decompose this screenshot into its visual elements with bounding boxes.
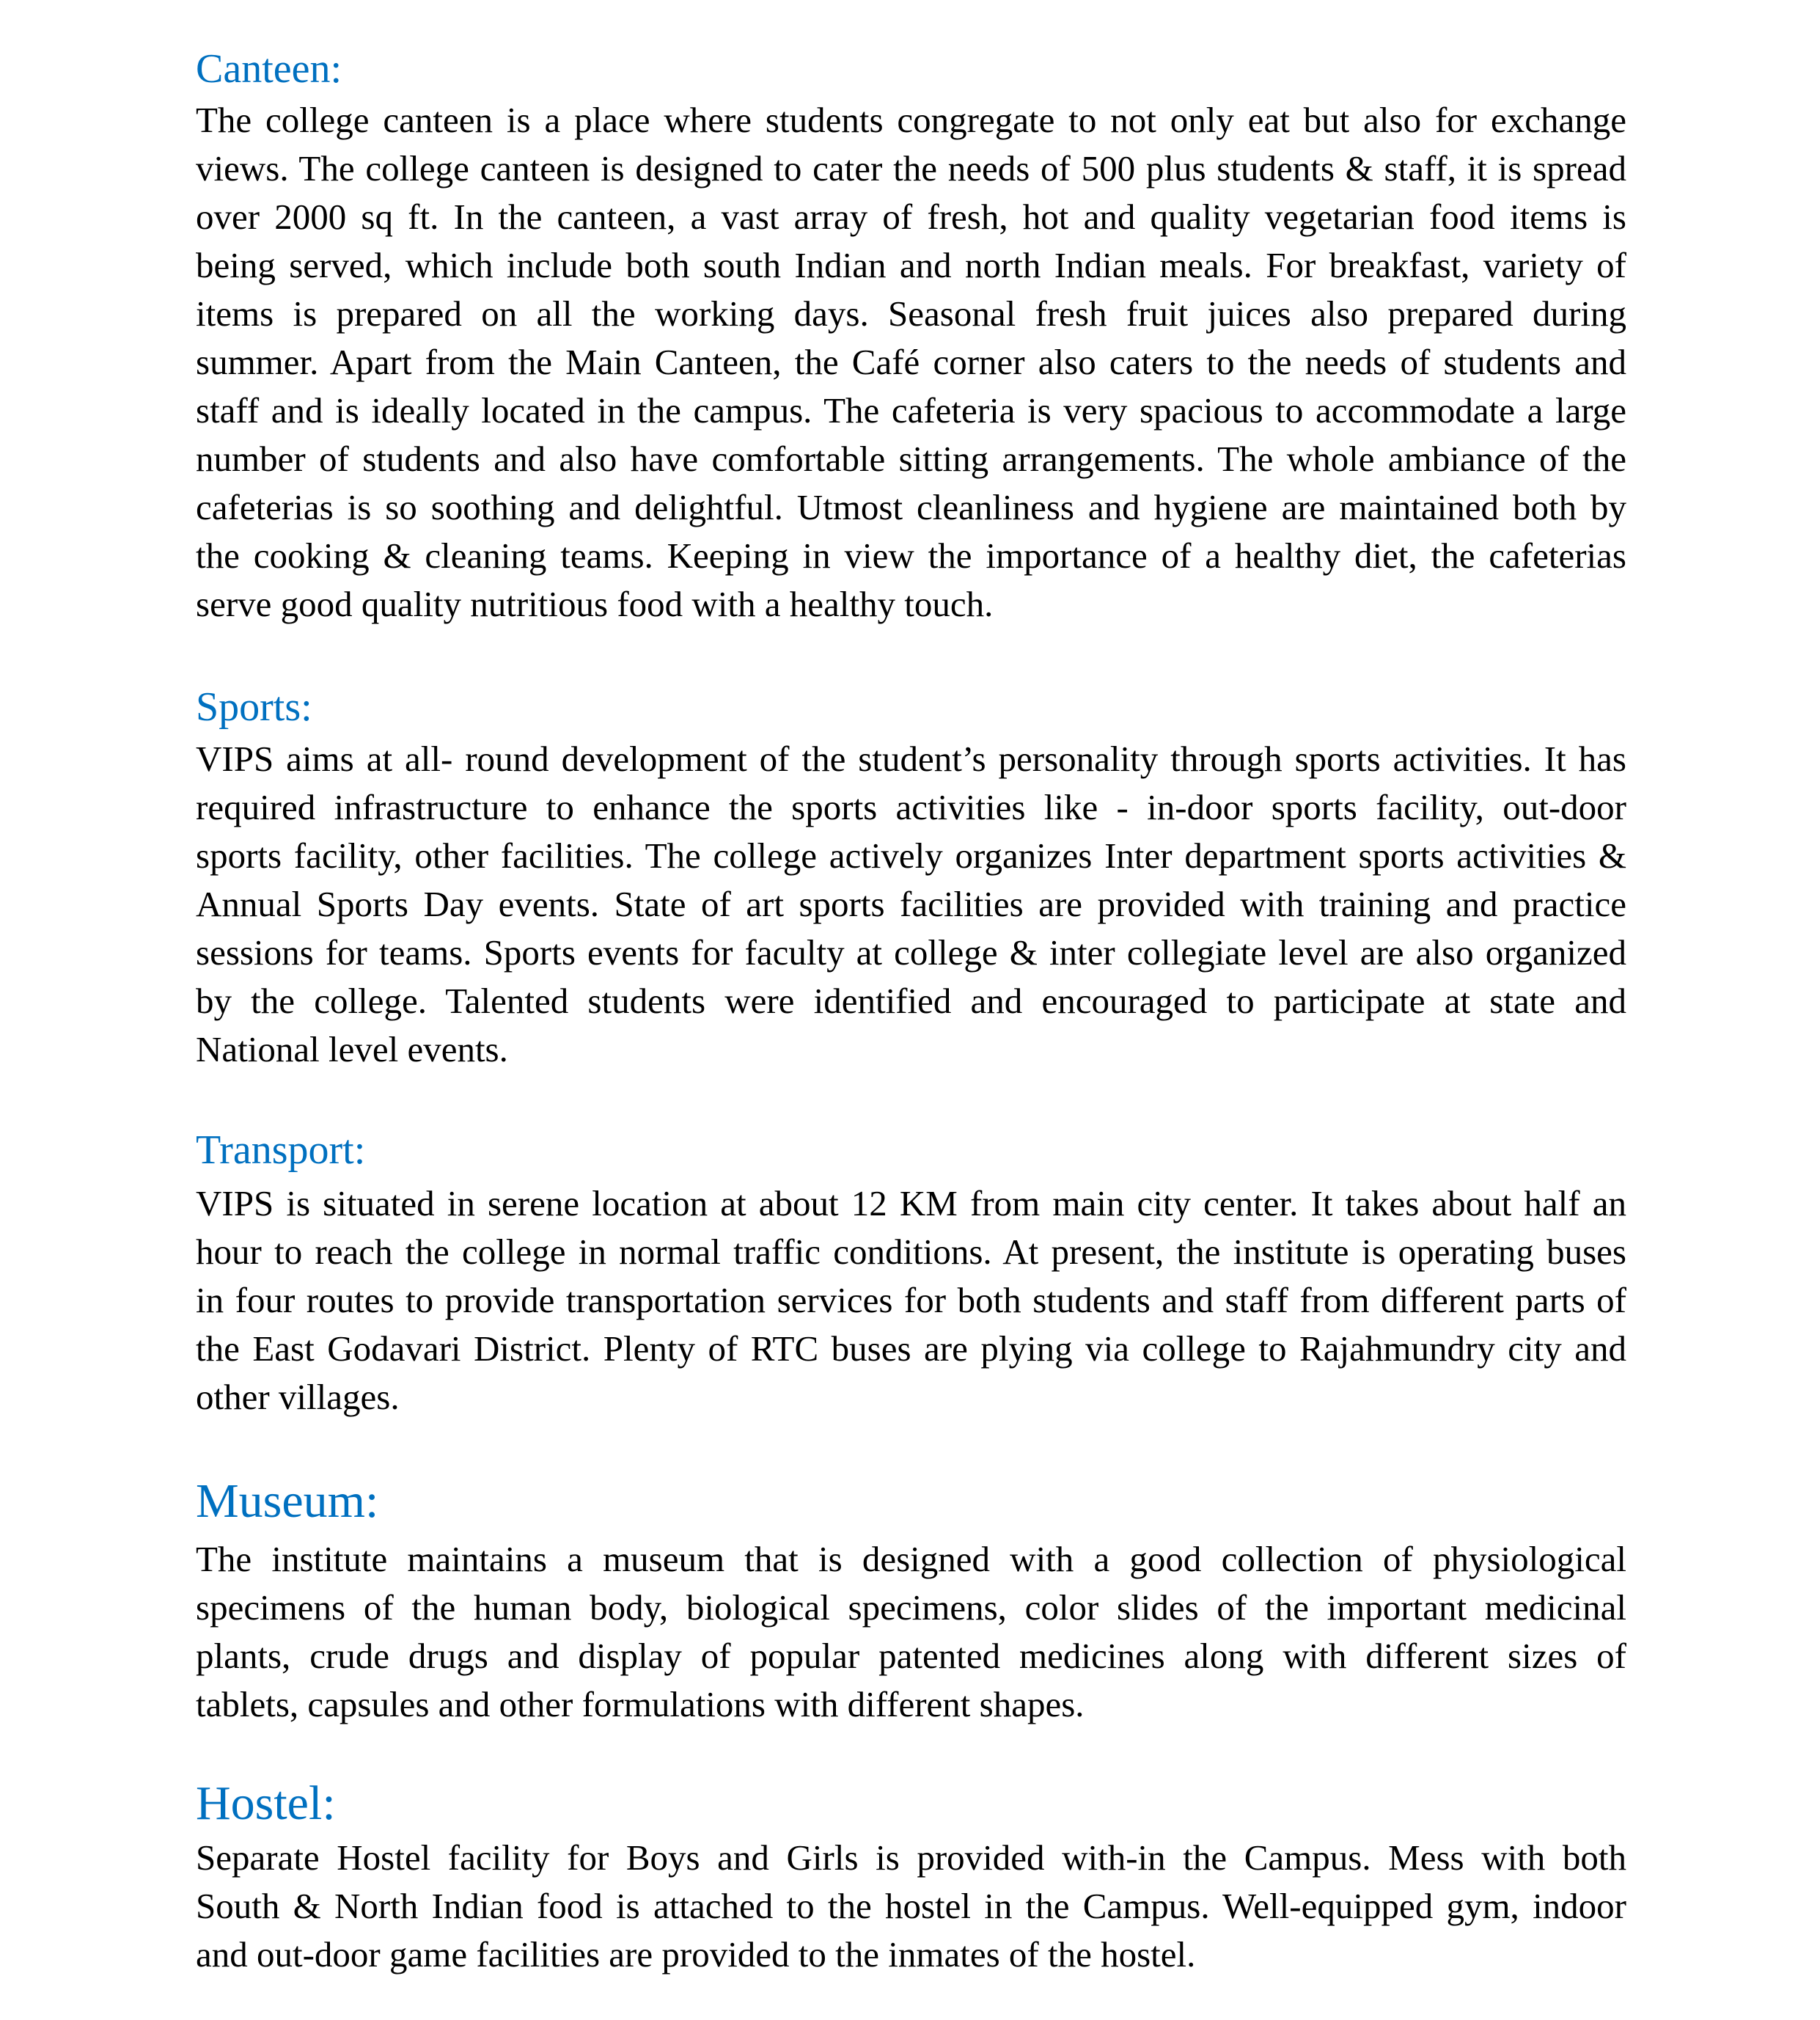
text-line: staff and is ideally located in the campus. The cafeteria is very spacious to accommodate a large <box>196 390 1626 431</box>
hostel-heading: Hostel: <box>196 1776 336 1830</box>
text-line: South & North Indian food is attached to the hostel in the Campus. Well-equipped gym, indoor <box>196 1886 1626 1926</box>
text-line: by the college. Talented students were identified and encouraged to participate at state and <box>196 981 1626 1021</box>
text-line: required infrastructure to enhance the sports activities like - in-door sports facility, out-door <box>196 787 1626 827</box>
text-line: sessions for teams. Sports events for faculty at college & inter collegiate level are also organized <box>196 932 1626 973</box>
text-line: being served, which include both south Indian and north Indian meals. For breakfast, variety of <box>196 245 1626 285</box>
text-line: the cooking & cleaning teams. Keeping in view the importance of a healthy diet, the cafeterias <box>196 535 1626 576</box>
text-line: cafeterias is so soothing and delightful. Utmost cleanliness and hygiene are maintained both by <box>196 487 1626 527</box>
text-line: over 2000 sq ft. In the canteen, a vast array of fresh, hot and quality vegetarian food items is <box>196 197 1626 237</box>
hostel-body <box>196 1834 1626 1979</box>
text-line: other villages. <box>196 1377 400 1417</box>
text-line: serve good quality nutritious food with a healthy touch. <box>196 584 994 624</box>
text-line: specimens of the human body, biological specimens, color slides of the important medicinal <box>196 1587 1626 1628</box>
text-line: VIPS aims at all- round development of the student’s personality through sports activities. It has <box>196 739 1626 779</box>
text-line: number of students and also have comfortable sitting arrangements. The whole ambiance of the <box>196 439 1626 479</box>
text-line: in four routes to provide transportation services for both students and staff from different parts of <box>196 1280 1626 1320</box>
text-line: The college canteen is a place where students congregate to not only eat but also for exchange <box>196 100 1626 140</box>
text-line: VIPS is situated in serene location at about 12 KM from main city center. It takes about half an <box>196 1183 1626 1223</box>
sports-heading: Sports: <box>196 684 312 730</box>
text-line: plants, crude drugs and display of popular patented medicines along with different sizes of <box>196 1636 1626 1676</box>
text-line: Annual Sports Day events. State of art sports facilities are provided with training and practice <box>196 884 1626 924</box>
museum-heading: Museum: <box>196 1474 379 1528</box>
text-line: hour to reach the college in normal traffic conditions. At present, the institute is operating buses <box>196 1232 1626 1272</box>
text-line: and out-door game facilities are provided to the inmates of the hostel. <box>196 1934 1196 1975</box>
text-line: the East Godavari District. Plenty of RTC buses are plying via college to Rajahmundry city and <box>196 1328 1626 1369</box>
text-line: items is prepared on all the working days. Seasonal fresh fruit juices also prepared during <box>196 293 1626 334</box>
transport-heading: Transport: <box>196 1127 366 1173</box>
text-line: sports facility, other facilities. The college actively organizes Inter department sports activities & <box>196 835 1626 876</box>
canteen-body <box>196 96 1626 629</box>
text-line: summer. Apart from the Main Canteen, the Café corner also caters to the needs of students and <box>196 342 1626 382</box>
text-line: National level events. <box>196 1029 508 1069</box>
text-line: views. The college canteen is designed to cater the needs of 500 plus students & staff, it is spread <box>196 148 1626 189</box>
canteen-heading: Canteen: <box>196 46 342 92</box>
transport-body <box>196 1179 1626 1421</box>
text-line: The institute maintains a museum that is designed with a good collection of physiological <box>196 1539 1626 1579</box>
text-line: tablets, capsules and other formulations with different shapes. <box>196 1684 1085 1724</box>
text-line: Separate Hostel facility for Boys and Girls is provided with-in the Campus. Mess with both <box>196 1837 1626 1878</box>
sports-body <box>196 735 1626 1074</box>
museum-body <box>196 1535 1626 1729</box>
